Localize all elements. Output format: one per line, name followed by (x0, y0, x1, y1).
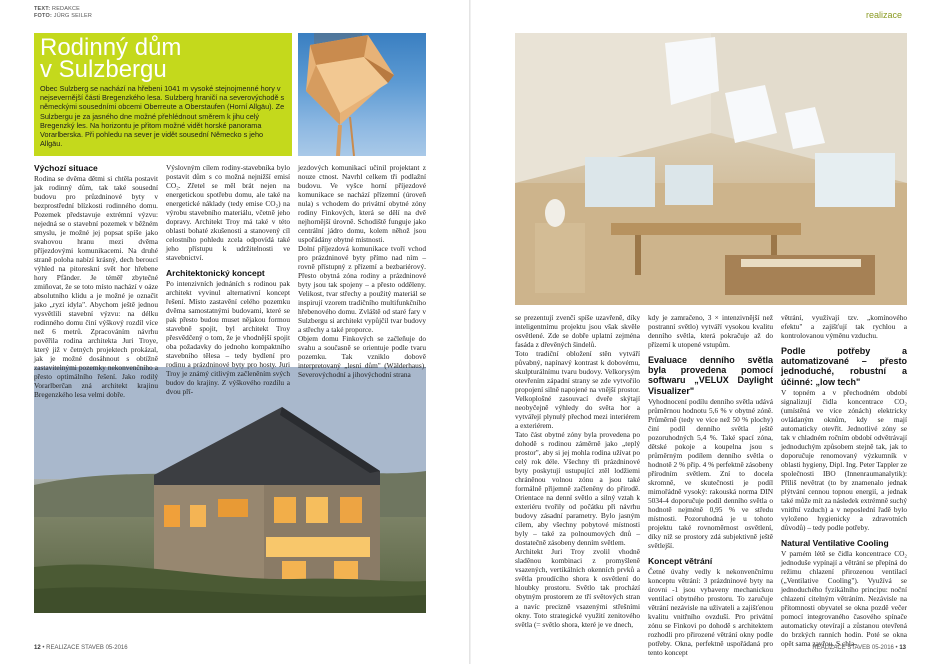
photo-interior (515, 33, 907, 305)
heading-vychozi-situace: Výchozí situace (34, 163, 98, 173)
heading-podle-potreby: Podle potřeby a automatizované – přesto jednoduché, robustní a účinné: „low tech" (781, 346, 907, 387)
section-tag: realizace (865, 10, 902, 20)
footer-right: REALIZACE STAVEB 05-2016 • 13 (812, 645, 906, 651)
paragraph: Architekt Juri Troy zvolil vhodně sladěnou kombinaci z promyšleně vsazených, vertikálních okenních prvků a světla proudícího shora k osvětlení do hloubky prostoru. Světlo tak prochází obytným prostorem ze tří světových stran a navíc precizně vsazenými střešními okny. Toto strategické využití zenitového světla (= světlo shora, které je ve dnech, (515, 547, 640, 629)
heading-architektonicky-koncept: Architektonický koncept (166, 268, 265, 279)
column-2 (166, 163, 290, 396)
paragraph: Vyhodnocení podílu denního světla udává průměrnou hodnotu 5,6 % v obytné zóně. Průměrně (tedy ve více než 50 % plochy) činí podíl denního světla ještě pozoruhodných 5,4 %. Také spací zóna, dětské pokoje a koupelna jsou s průměrným podílem denního světla o hodnotě 2 % přip. 4 % perfektně zásobeny přírodním světlem. Zní to docela skromně, ve skutečnosti je podíl mimořádně vysoký: rakouská norma DIN 5034-4 doporučuje podíl denního světla o hodnotě nejméně 0,95 % ve středu místnosti. Pozoruhodná je u tohoto projektu také rovnoměrnost osvětlení, díky níž se prostory zdá subjektivně ještě světlejší. (648, 396, 773, 551)
paragraph: jezdových komunikací učinil projektant z nouze ctnost. Navrhl celkem tři podlažní budovu. Ve vyšce horní příjezdové komunikace se nachází přízemní (úroveň nula) s vchodem do privátní obytné zóny rodiny Finkových, která se dělí na dvě nejhornější úrovně. Schodiště funguje jako centrální jádro domu, kolem něhož jsou uspořádány obytné místnosti. (298, 163, 426, 245)
credit-text-label: TEXT: (34, 6, 51, 12)
paragraph: Objem domu Finkových se začleňuje do svahu a současně se orientuje podle tvaru pozemku. Tak vzniklo dobově interpretovaný „lesní dům" (Wälderhaus). Severovýchodní a jihovýchodní strana (298, 334, 426, 380)
heading-natural-ventilative-cooling: Natural Ventilative Cooling (781, 538, 889, 549)
title-box (34, 33, 292, 156)
article-lead: Obec Sulzberg se nachází na hřebeni 1041 m vysoké stejnojmenné hory v nejsevernější části Bregenzkého lesa. Sulzberg hraničí na severovýchodě s německými sousedními obcemi Oberreute a Oberstaufen (Horní Allgäu). Ze Sulzbergu je za jasného dne možné přehlédnout směrem k jihu celý Bregenzký les. Na horizontu je přitom možné vidět horské panorama Vorarlberska. Při pohledu na sever je vidět sousední Německo s jeho Allgäu. (40, 84, 285, 149)
photo-house-exterior (34, 367, 426, 613)
paragraph: větrání, využívají tzv. „komínového efektu" a zajišťují tak rychlou a kontrolovanou výměnu vzduchu. (781, 313, 907, 341)
paragraph: Tato část obytné zóny byla provedena po dohodě s rodinou záměrně jako „teplý prostor", aby si jej mohla rodina užívat po celý rok déle. Všechny tři prázdninové byty poskytují ustupující ztěl lodžiemi chráněnou volnou zónu a jsou také formálně přijemně začleněny do přírodě. Orientace na denní světlo a silný vztah k exteriéru tvořily od počátku při návrhu budovy zásadní parametry. Bylo jasným cílem, aby všechny pobytové místnosti byly – také za polnoumových dnů – dostatečně zásobeny denním světlem. (515, 430, 640, 548)
footer-magazine-left: REALIZACE STAVEB 05-2016 (46, 645, 128, 651)
page-gutter (469, 0, 471, 664)
credit-photo-label: FOTO: (34, 13, 53, 19)
column-4 (515, 313, 640, 629)
paragraph: V topném a v přechodném období signalizují čidla koncentrace CO₂ (umístěná ve více zónách) elektricky ovládaným oknům, kdy se mají automaticky otevřít. Jednotlivé zóny se tak v chladném ročním období odvětrávají jednoduchým způsobem stejně tak, jak to doporučuje renomovaný výzkumník v oblasti hygieny, Dipl. Ing. Peter Tappler ze společnosti IBO (Innenraumanalytik): Příliš nevětrat (to by znamenalo jednak plýtvání cennou topnou energií, a jednak také může mít za následek extrémně suchý vnitřní vzduch) a v neposlední řadě bylo vyloženo hygienicky a zdravotních důvodů) – tedy podle potřeby. (781, 387, 907, 533)
title-line-1: Rodinný dům (40, 34, 182, 61)
page-number-right: 13 (899, 645, 906, 651)
credit-text-value: REDAKCE (52, 6, 81, 12)
photo-cantilever-sky (298, 33, 426, 156)
heading-koncept-vetrani: Koncept větrání (648, 556, 713, 567)
paragraph: Dolní příjezdová komunikace tvoří vchod pro prázdninové byty přímo nad ním – rovně přístupný z přízemí a bezbariérový. Přesto obytná zóna rodiny a prázdninové byty jsou tak spojeny – a přesto odděleny. Velikost, tvar střechy a použitý materiál se inspirují vzorem tradičního multifunkčního hřebenového domu. Zvláště od staré fary v Sulzbergu si architekt vypůjčil tvar budovy a střechy a také proporce. (298, 244, 426, 335)
paragraph: Rodina se dvěma dětmi si chtěla postavit jak rodinný dům, tak také sousední budovu pro průzdninové byty v bezprostřední blízkosti rodinného domu. Pozemek představuje extrémní výzvu: nejedná se o stavební pozemek v běžném smyslu, je možné jej popsat spíše jako svahovou hranu mezi dvěma příjezdovými komunikacemi. Na druhé straně poloha nabízí krásný, dech beroucí výhled na pitoreskní svět hor hřebene hory Pfänder. Je téměř zbytečné zmiňovat, že se toto místo nachází v oáze absolutního klidu a je možné je označit jako „ryzí idyla". Abychom ještě jednou vysvětlili stavební výzvu: na délku rodinného domu činí výškový rozdíl více než 6 metrů. Zpracováním návrhu pověřila rodina architekta Juri Troye, který již v četných projektech prokázal, jak je možné dosáhnout s obtížně zastavitelnými pozemky nekonvenčního a přesto optimálního řešení. Jako rodilý Vorarlberčan zná architekt krajinu Bregenzkého lesa velmi dobře. (34, 174, 158, 400)
paragraph: Po intenzivních jednáních s rodinou pak architekt vyvinul alternativní koncept řešení. Místo zastavění celého pozemku dvěma samostatnými budovami, které se pak přesto budou muset nějakou formou stavebně spojit, byl architekt Troy přesvědčený o tom, že je vhodnější spojit oba požadavky do jednoho kompaktního stavebního tělesa – tedy bydlení pro rodinu a prázdninové byty pro hosty. Juri Troy je známý citlivým začleněním svých budov do krajiny. Z výškového rozdílu a dvou pří- (166, 279, 290, 397)
paragraph: Četné úvahy vedly k nekonvenčnímu konceptu větrání: 3 prázdninové byty na úrovni -1 jsou vybaveny mechanickou ventilací obytného prostoru. To zaručuje větrání nezávisle na uživateli a zajišťenou kvalitu vnitřního ovzduší. Pro privátní zónu se Finkovi po dohodě s architektem rozhodli pro přirozené větrání okny podle potřeby. Okna, perfektně uspořádaná pro tento koncept (648, 567, 773, 658)
title-line-2: v Sulzbergu (40, 56, 167, 83)
footer-left: 12 • REALIZACE STAVEB 05-2016 (34, 645, 128, 651)
column-5 (648, 313, 773, 657)
page-number-left: 12 (34, 645, 41, 651)
paragraph: Toto tradiční obložení stěn vytváří půvabný, napínavý kontrast k dobovému, skulpturálnímu tvaru budovy. Velkorysým otevřením západní strany se zde vytvořilo propojení silně napojené na vnější prostor. Velkoplošné zasouvací dveře skýtají neobyčejně výhledy do světa hor a vytvářejí plynulý přechod mezi interiérem a exteriérem. (515, 349, 640, 431)
credit-photo-value: JÜRG SEILER (53, 13, 93, 19)
column-1 (34, 163, 158, 399)
interior-illustration (515, 33, 907, 305)
credits (34, 6, 92, 20)
house-illustration (34, 367, 426, 613)
footer-magazine-right: REALIZACE STAVEB 05-2016 (812, 645, 894, 651)
article-title (40, 34, 286, 83)
paragraph: kdy je zamračeno, 3 × intenzivnější než postranní světlo) vytváří vysokou kvalitu denního světla, která pokračuje až do přízemí k utopené vstupům. (648, 313, 773, 350)
heading-evaluace-denniho-svetla: Evaluace denního světla byla provedena pomocí softwaru „VELUX Daylight Visualizer" (648, 355, 773, 396)
paragraph: Výslovným cílem rodiny-stavebníka bylo postavit dům s co možná nejnižší emisí CO₂. Zřetel se měl brát nejen na energetickou spotřebu domu, ale také na energetické náklady (tedy emise CO₂) na výrobu stavebního materiálu, včetně jeho dopravy. Architekt Troy má také v této oblasti bohaté zkušenosti a stanovený cíl celostního pohledu zcela odpovídá také jeho přístupu k udržitelnosti ve stavebnictví. (166, 163, 290, 263)
paragraph: se prezentují zvenčí spíše uzavřeně, díky inteligentnímu projektu jsou však skvěle osvětlené. Zde se dobře uplatní zejména fasáda z dřevěných šindelů. (515, 313, 640, 350)
column-3 (298, 163, 426, 379)
column-6 (781, 313, 907, 648)
cantilever-illustration (298, 33, 426, 156)
paragraph: V parném létě se čidla koncentrace CO₂ jednoduše vypínají a větrání se přepíná do režimu chlazení přirozenou ventilací („Ventilative Cooling"). Využívá se jednoduchého fyzikálního principu: noční chlazení citelným větráním. Nezávisle na přítomnosti obyvatel se okna pozdě večer pomocí integrovaného časového spínače automaticky otevírají a zůstanou otevřená do brzkých ranních hodin. Poté se okna opět sama zavřou. S chla- (781, 549, 907, 649)
